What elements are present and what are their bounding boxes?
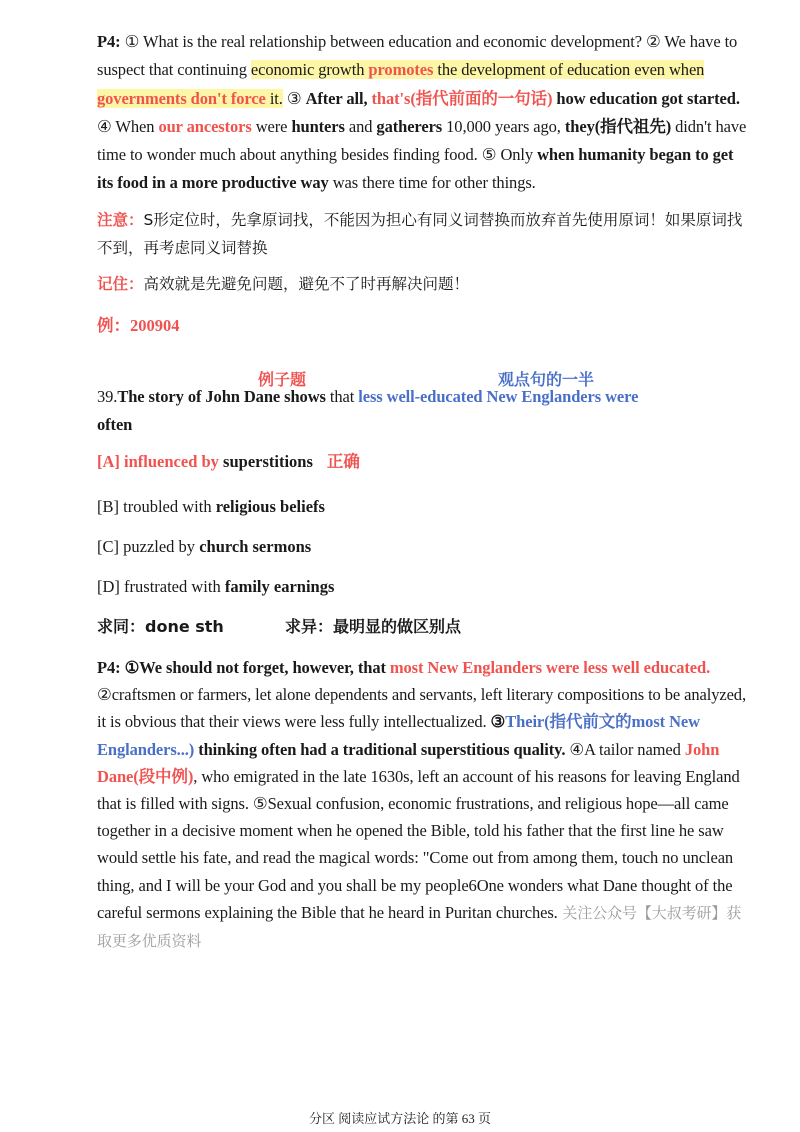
option-d-label: [D] frustrated with bbox=[97, 577, 225, 596]
highlight-text-b: the development of education even when bbox=[433, 60, 705, 80]
note-attention-label: 注意： bbox=[97, 210, 144, 229]
highlight-text-a: economic growth bbox=[250, 60, 369, 80]
question-39 bbox=[97, 383, 747, 440]
question-stem-bold: The story of John Dane shows bbox=[117, 387, 326, 406]
p2-sentence-1-bold: We should not forget, however, that bbox=[139, 658, 390, 677]
option-b bbox=[97, 497, 325, 517]
page-content bbox=[97, 28, 747, 340]
sentence-5-when: when humanity began to get its food in a more productive way bbox=[97, 145, 734, 193]
keyword-hunters: hunters bbox=[291, 116, 345, 136]
option-b-label: [B] troubled with bbox=[97, 497, 216, 516]
sentence-4-were: were bbox=[251, 116, 292, 136]
question-stem-viewpoint: less well-educated New Englanders were bbox=[358, 387, 639, 406]
annotation-example-type: 例子题 bbox=[258, 370, 307, 389]
option-c-label: [C] puzzled by bbox=[97, 537, 200, 556]
sentence-3-num: ③ bbox=[282, 88, 306, 108]
question-stem-that: that bbox=[325, 387, 359, 406]
note-remember bbox=[97, 270, 747, 298]
question-stem-often: often bbox=[97, 415, 133, 435]
example-label-text: 例：200904 bbox=[97, 315, 180, 335]
paragraph-label: P4: bbox=[97, 32, 125, 51]
sentence-3-how: how education got started. bbox=[552, 88, 740, 108]
keyword-ancestors: our ancestors bbox=[158, 116, 252, 136]
paragraph-p4-second-wrap bbox=[97, 654, 747, 955]
question-number: 39. bbox=[97, 387, 118, 406]
p2-sentence-5: ⑤Sexual confusion, economic frustrations, and religious hope—all came together in a decisive moment when he opened the Bible, told his father that the first line he saw would settle his fate, and read the magical words: "Come out from among them, touch no unclean thing, and I will be your God and you shall be my people6One wonders what Dane thought of the careful sermons explaining the Bible that he heard in Puritan churches. bbox=[97, 794, 734, 922]
annotation-viewpoint: 观点句的一半 bbox=[498, 370, 595, 389]
option-d bbox=[97, 577, 334, 597]
note-attention bbox=[97, 206, 747, 262]
note-remember-text: 高效就是先避免问题，避免不了时再解决问题！ bbox=[143, 274, 470, 293]
p2-sentence-3-bold: thinking often had a traditional superstitious quality. bbox=[194, 739, 566, 759]
sentence-5-rest: was there time for other things. bbox=[328, 173, 536, 193]
sentence-2-pre: ② We have to suspect that continuing bbox=[97, 32, 738, 80]
keyword-governments: governments don't force bbox=[97, 88, 266, 108]
highlight-text-it: it. bbox=[265, 88, 283, 108]
sentence-4-years: 10,000 years ago, bbox=[442, 116, 565, 136]
paragraph-p4-first bbox=[97, 28, 747, 198]
page-footer: 分区 阅读应试方法论 的第 63 页 bbox=[308, 1111, 491, 1126]
sentence-5-pre: ⑤ Only bbox=[477, 145, 538, 165]
note-remember-label: 记住： bbox=[97, 274, 144, 293]
example-label bbox=[97, 312, 747, 340]
strategy-same: 求同：done sth bbox=[97, 617, 224, 636]
p2-sentence-4-rest: , who emigrated in the late 1630s, left an account of his reasons for leaving England that is filled with signs. bbox=[97, 766, 740, 814]
sentence-4-rest: didn't have time to wonder much about anything besides finding food. bbox=[97, 116, 747, 165]
p2-sentence-2: ②craftsmen or farmers, let alone dependents and servants, left literary compositions to be analyzed, it is obvious that their views were less fully intellectualized. bbox=[97, 685, 746, 732]
option-d-keyword: family earnings bbox=[224, 577, 335, 596]
p2-sentence-3-num: ③ bbox=[486, 712, 506, 732]
strategy-line bbox=[97, 614, 747, 637]
p2-annotation-their: Their(指代前文的most New Englanders...) bbox=[97, 712, 700, 759]
p2-sentence-4-pre: ④A tailor named bbox=[565, 739, 685, 759]
options-list bbox=[97, 452, 747, 612]
question-stem bbox=[97, 383, 747, 440]
p2-sentence-1-red: most New Englanders were less well educated. bbox=[389, 658, 711, 677]
strategy-diff: 求异：最明显的做区别点 bbox=[284, 617, 461, 636]
correct-mark: 正确 bbox=[326, 452, 360, 471]
option-a-label: [A] influenced by bbox=[97, 452, 219, 471]
sentence-1: ① What is the real relationship between education and economic development? bbox=[124, 32, 642, 51]
option-c-keyword: church sermons bbox=[199, 537, 312, 556]
watermark-text: 关注公众号【大叔考研】获取更多优质资料 bbox=[97, 903, 742, 951]
option-c bbox=[97, 537, 311, 557]
annotation-thats: that's(指代前面的一句话) bbox=[371, 88, 553, 108]
keyword-gatherers: gatherers bbox=[376, 116, 443, 136]
p2-sentence-1-num: ① bbox=[124, 658, 140, 677]
keyword-promotes: promotes bbox=[368, 60, 434, 80]
sentence-4-pre: ④ When bbox=[97, 116, 159, 136]
sentence-3-after-all: After all, bbox=[305, 88, 372, 108]
p2-keyword-john-dane: John Dane(段中例) bbox=[97, 739, 720, 786]
paragraph-2-label: P4: bbox=[97, 658, 125, 677]
option-a-keyword: superstitions bbox=[218, 452, 313, 471]
paragraph-p4-second bbox=[97, 654, 747, 955]
sentence-4-and: and bbox=[344, 116, 377, 136]
option-b-keyword: religious beliefs bbox=[215, 497, 325, 516]
annotation-they: they(指代祖先) bbox=[564, 116, 672, 136]
option-a bbox=[97, 452, 360, 472]
note-attention-text: S形定位时，先拿原词找，不能因为担心有同义词替换而放弃首先使用原词！如果原词找不到，再考虑同义词替换 bbox=[97, 210, 743, 257]
